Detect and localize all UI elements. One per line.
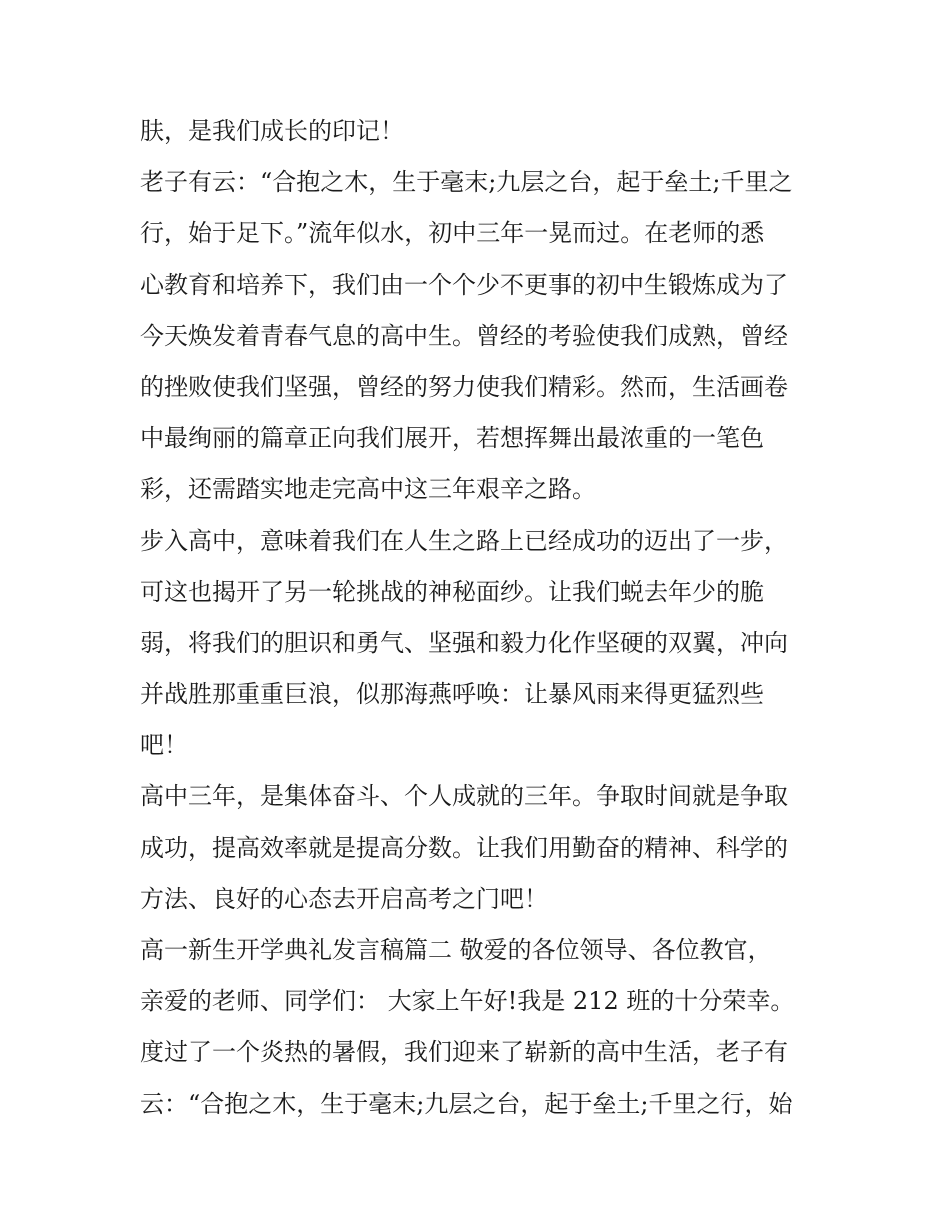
text-line: 行，始于足下。”流年似水，初中三年一晃而过。在老师的悉 [140, 219, 765, 248]
text-line: 老子有云：“合抱之木，生于毫末;九层之台，起于垒土;千里之 [140, 168, 793, 197]
text-line: 高中三年，是集体奋斗、个人成就的三年。争取时间就是争取 [140, 782, 788, 811]
text-line: 步入高中，意味着我们在人生之路上已经成功的迈出了一步， [140, 526, 788, 555]
text-line: 方法、良好的心态去开启高考之门吧！ [140, 884, 548, 913]
text-line: 高一新生开学典礼发言稿篇二 敬爱的各位领导、各位教官， [140, 936, 772, 964]
text-line: 云：“合抱之木，生于毫末;九层之台，起于垒土;千里之行，始 [140, 1089, 793, 1118]
text-line: 心教育和培养下，我们由一个个少不更事的初中生锻炼成为了 [140, 270, 788, 299]
text-line: 中最绚丽的篇章正向我们展开，若想挥舞出最浓重的一笔色 [140, 424, 764, 453]
text-line: 并战胜那重重巨浪，似那海燕呼唤：让暴风雨来得更猛烈些 [140, 680, 764, 709]
text-line: 可这也揭开了另一轮挑战的神秘面纱。让我们蜕去年少的脆 [140, 577, 764, 606]
text-line: 彩，还需踏实地走完高中这三年艰辛之路。 [140, 475, 596, 504]
document-body [140, 106, 820, 1130]
text-line: 成功，提高效率就是提高分数。让我们用勤奋的精神、科学的 [140, 833, 788, 862]
text-line: 度过了一个炎热的暑假，我们迎来了崭新的高中生活，老子有 [140, 1038, 788, 1067]
text-line: 肤，是我们成长的印记！ [140, 117, 404, 145]
text-line: 吧！ [140, 731, 188, 760]
text-line: 的挫败使我们坚强，曾经的努力使我们精彩。然而，生活画卷 [140, 372, 788, 401]
text-line: 弱，将我们的胆识和勇气、坚强和毅力化作坚硬的双翼，冲向 [140, 628, 788, 657]
text-line: 今天焕发着青春气息的高中生。曾经的考验使我们成熟，曾经 [140, 321, 788, 350]
text-line: 亲爱的老师、同学们： 大家上午好!我是 212 班的十分荣幸。 [140, 987, 795, 1016]
